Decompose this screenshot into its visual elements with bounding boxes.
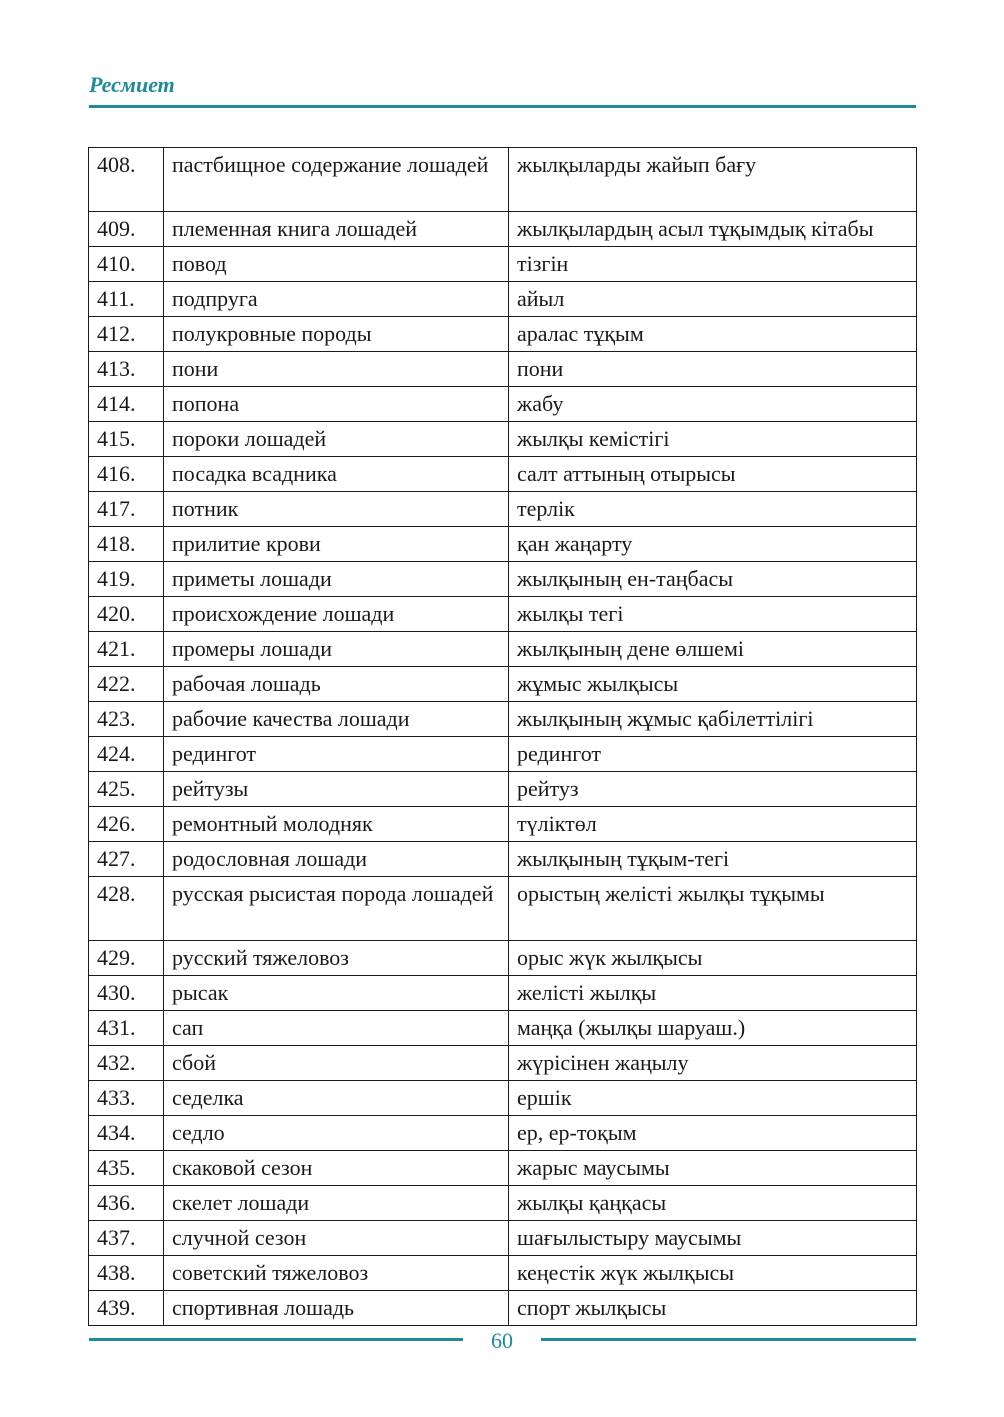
entry-number: 430. [89, 976, 164, 1011]
russian-term: случной сезон [164, 1221, 509, 1256]
table-row [89, 737, 917, 772]
table-row [89, 772, 917, 807]
kazakh-term: аралас тұқым [509, 317, 917, 352]
entry-number: 427. [89, 842, 164, 877]
kazakh-term: жылқы тегі [509, 597, 917, 632]
russian-term: скаковой сезон [164, 1151, 509, 1186]
entry-number: 421. [89, 632, 164, 667]
entry-number: 426. [89, 807, 164, 842]
kazakh-term: спорт жылқысы [509, 1291, 917, 1326]
russian-term: промеры лошади [164, 632, 509, 667]
kazakh-term: жабу [509, 387, 917, 422]
entry-number: 419. [89, 562, 164, 597]
entry-number: 438. [89, 1256, 164, 1291]
kazakh-term: желісті жылқы [509, 976, 917, 1011]
table-row [89, 1221, 917, 1256]
entry-number: 415. [89, 422, 164, 457]
table-row [89, 976, 917, 1011]
table-row [89, 352, 917, 387]
kazakh-term: жұмыс жылқысы [509, 667, 917, 702]
kazakh-term: редингот [509, 737, 917, 772]
kazakh-term: кеңестік жүк жылқысы [509, 1256, 917, 1291]
russian-term: седло [164, 1116, 509, 1151]
footer-divider-right [541, 1338, 916, 1341]
table-row [89, 842, 917, 877]
russian-term: русский тяжеловоз [164, 941, 509, 976]
russian-term: рейтузы [164, 772, 509, 807]
table-row [89, 387, 917, 422]
kazakh-term: орыстың желісті жылқы тұқымы [509, 877, 917, 941]
entry-number: 439. [89, 1291, 164, 1326]
table-row [89, 562, 917, 597]
table-row [89, 492, 917, 527]
russian-term: советский тяжеловоз [164, 1256, 509, 1291]
russian-term: русская рысистая порода лошадей [164, 877, 509, 941]
kazakh-term: ершік [509, 1081, 917, 1116]
entry-number: 422. [89, 667, 164, 702]
kazakh-term: терлік [509, 492, 917, 527]
entry-number: 429. [89, 941, 164, 976]
table-row [89, 148, 917, 212]
kazakh-term: жылқылардың асыл тұқымдық кітабы [509, 212, 917, 247]
entry-number: 428. [89, 877, 164, 941]
table-row [89, 282, 917, 317]
table-row [89, 702, 917, 737]
entry-number: 435. [89, 1151, 164, 1186]
kazakh-term: жылқының дене өлшемі [509, 632, 917, 667]
entry-number: 408. [89, 148, 164, 212]
table-row [89, 597, 917, 632]
kazakh-term: қан жаңарту [509, 527, 917, 562]
russian-term: пони [164, 352, 509, 387]
russian-term: седелка [164, 1081, 509, 1116]
header-divider [89, 105, 916, 108]
entry-number: 417. [89, 492, 164, 527]
russian-term: спортивная лошадь [164, 1291, 509, 1326]
section-title: Ресмиет [89, 72, 175, 97]
entry-number: 411. [89, 282, 164, 317]
kazakh-term: жылқы кемістігі [509, 422, 917, 457]
entry-number: 433. [89, 1081, 164, 1116]
page-number: 60 [491, 1328, 513, 1353]
table-row [89, 941, 917, 976]
kazakh-term: жылқы қаңқасы [509, 1186, 917, 1221]
table-row [89, 422, 917, 457]
russian-term: подпруга [164, 282, 509, 317]
russian-term: рабочие качества лошади [164, 702, 509, 737]
russian-term: сбой [164, 1046, 509, 1081]
entry-number: 409. [89, 212, 164, 247]
entry-number: 425. [89, 772, 164, 807]
kazakh-term: тізгін [509, 247, 917, 282]
table-row [89, 1046, 917, 1081]
table-row [89, 212, 917, 247]
table-row [89, 1011, 917, 1046]
russian-term: ремонтный молодняк [164, 807, 509, 842]
russian-term: пастбищное содержание лошадей [164, 148, 509, 212]
table-row [89, 1256, 917, 1291]
table-row [89, 1081, 917, 1116]
russian-term: полукровные породы [164, 317, 509, 352]
kazakh-term: ер, ер-тоқым [509, 1116, 917, 1151]
kazakh-term: жылқыларды жайып бағу [509, 148, 917, 212]
table-row [89, 457, 917, 492]
russian-term: родословная лошади [164, 842, 509, 877]
russian-term: сап [164, 1011, 509, 1046]
entry-number: 420. [89, 597, 164, 632]
entry-number: 436. [89, 1186, 164, 1221]
kazakh-term: жылқының ен-таңбасы [509, 562, 917, 597]
kazakh-term: орыс жүк жылқысы [509, 941, 917, 976]
table-row [89, 807, 917, 842]
table-body [89, 148, 917, 1326]
kazakh-term: пони [509, 352, 917, 387]
russian-term: происхождение лошади [164, 597, 509, 632]
entry-number: 410. [89, 247, 164, 282]
kazakh-term: жылқының жұмыс қабілеттілігі [509, 702, 917, 737]
entry-number: 432. [89, 1046, 164, 1081]
table-row [89, 667, 917, 702]
table-row [89, 632, 917, 667]
kazakh-term: жүрісінен жаңылу [509, 1046, 917, 1081]
table-row [89, 1186, 917, 1221]
russian-term: пороки лошадей [164, 422, 509, 457]
kazakh-term: рейтуз [509, 772, 917, 807]
table-row [89, 247, 917, 282]
russian-term: попона [164, 387, 509, 422]
kazakh-term: айыл [509, 282, 917, 317]
entry-number: 418. [89, 527, 164, 562]
russian-term: приметы лошади [164, 562, 509, 597]
kazakh-term: шағылыстыру маусымы [509, 1221, 917, 1256]
russian-term: рабочая лошадь [164, 667, 509, 702]
table-row [89, 1291, 917, 1326]
table-row [89, 317, 917, 352]
russian-term: повод [164, 247, 509, 282]
entry-number: 437. [89, 1221, 164, 1256]
entry-number: 416. [89, 457, 164, 492]
footer-divider-left [89, 1338, 463, 1341]
russian-term: потник [164, 492, 509, 527]
table-row [89, 527, 917, 562]
entry-number: 413. [89, 352, 164, 387]
entry-number: 434. [89, 1116, 164, 1151]
russian-term: редингот [164, 737, 509, 772]
kazakh-term: жылқының тұқым-тегі [509, 842, 917, 877]
russian-term: посадка всадника [164, 457, 509, 492]
kazakh-term: түліктөл [509, 807, 917, 842]
entry-number: 423. [89, 702, 164, 737]
entry-number: 414. [89, 387, 164, 422]
entry-number: 412. [89, 317, 164, 352]
russian-term: рысак [164, 976, 509, 1011]
table-row [89, 1116, 917, 1151]
kazakh-term: салт аттының отырысы [509, 457, 917, 492]
russian-term: племенная книга лошадей [164, 212, 509, 247]
russian-term: скелет лошади [164, 1186, 509, 1221]
entry-number: 431. [89, 1011, 164, 1046]
kazakh-term: жарыс маусымы [509, 1151, 917, 1186]
table-row [89, 877, 917, 941]
russian-term: прилитие крови [164, 527, 509, 562]
terminology-table [88, 147, 917, 1326]
table-row [89, 1151, 917, 1186]
kazakh-term: маңқа (жылқы шаруаш.) [509, 1011, 917, 1046]
entry-number: 424. [89, 737, 164, 772]
